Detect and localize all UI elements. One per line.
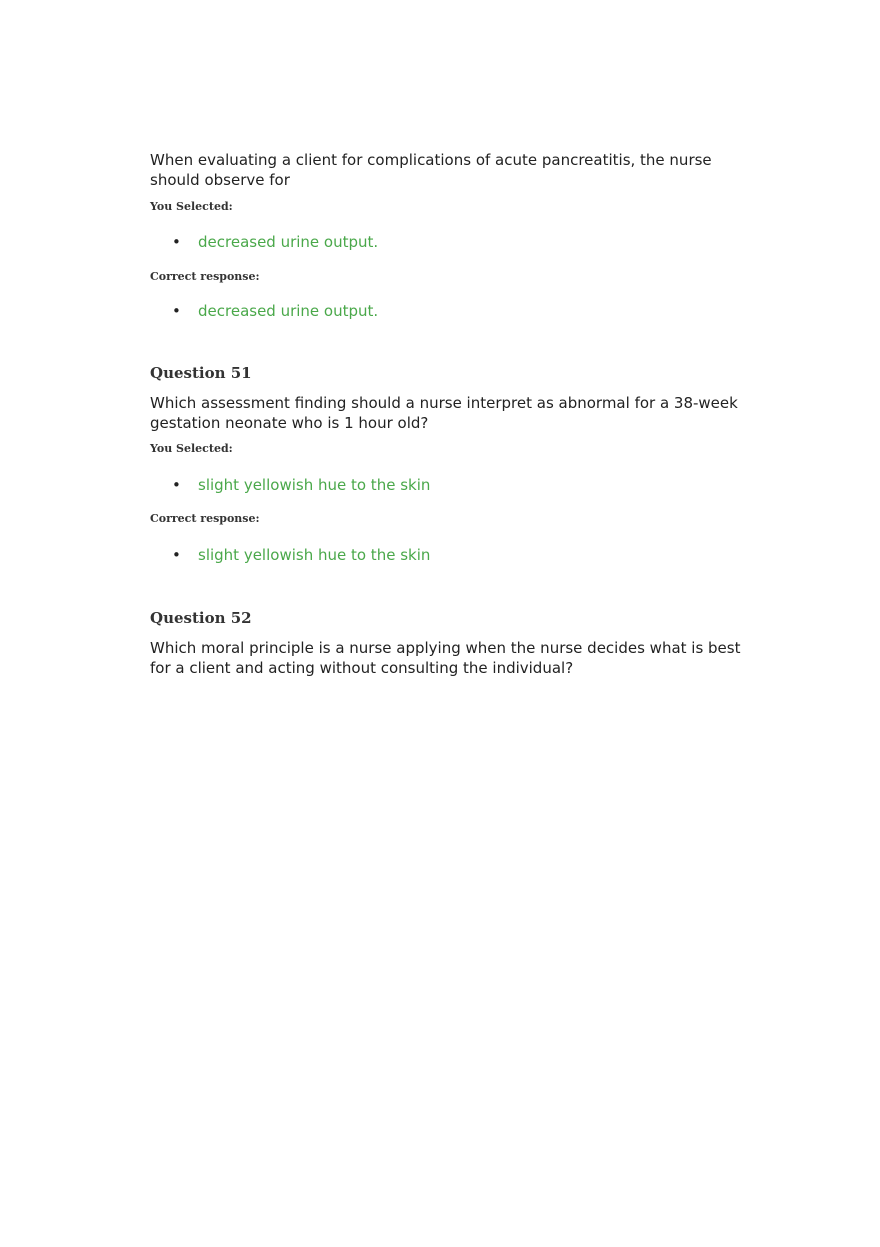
question-50-text: When evaluating a client for complications of acute pancreatitis, the nurse should observe for	[150, 151, 712, 189]
q50-correct-response-label: Correct response:	[150, 270, 260, 283]
bullet-icon: •	[172, 546, 181, 564]
question-51-heading: Question 51	[150, 364, 252, 382]
q51-correct-answer-list	[150, 545, 750, 565]
q50-selected-answer	[150, 232, 750, 252]
q50-selected-answer-list	[150, 232, 750, 252]
bullet-icon: •	[172, 302, 181, 320]
q50-correct-answer-list	[150, 301, 750, 321]
q51-selected-answer-list	[150, 475, 750, 495]
q51-correct-response-label: Correct response:	[150, 512, 260, 525]
q51-selected-answer-text: slight yellowish hue to the skin	[198, 476, 431, 494]
q51-selected-answer	[150, 475, 750, 495]
bullet-icon: •	[172, 233, 181, 251]
question-52-text: Which moral principle is a nurse applying when the nurse decides what is best for a client and acting without consulting the individual?	[150, 639, 741, 677]
q50-correct-answer	[150, 301, 750, 321]
q51-you-selected-label: You Selected:	[150, 442, 233, 455]
q50-you-selected-label: You Selected:	[150, 200, 233, 213]
bullet-icon: •	[172, 476, 181, 494]
q50-correct-answer-text: decreased urine output.	[198, 302, 379, 320]
q50-selected-answer-text: decreased urine output.	[198, 233, 379, 251]
question-52-heading: Question 52	[150, 609, 252, 627]
question-51-text: Which assessment finding should a nurse interpret as abnormal for a 38-week gestation neonate who is 1 hour old?	[150, 394, 738, 432]
q51-correct-answer-text: slight yellowish hue to the skin	[198, 546, 431, 564]
q51-correct-answer	[150, 545, 750, 565]
